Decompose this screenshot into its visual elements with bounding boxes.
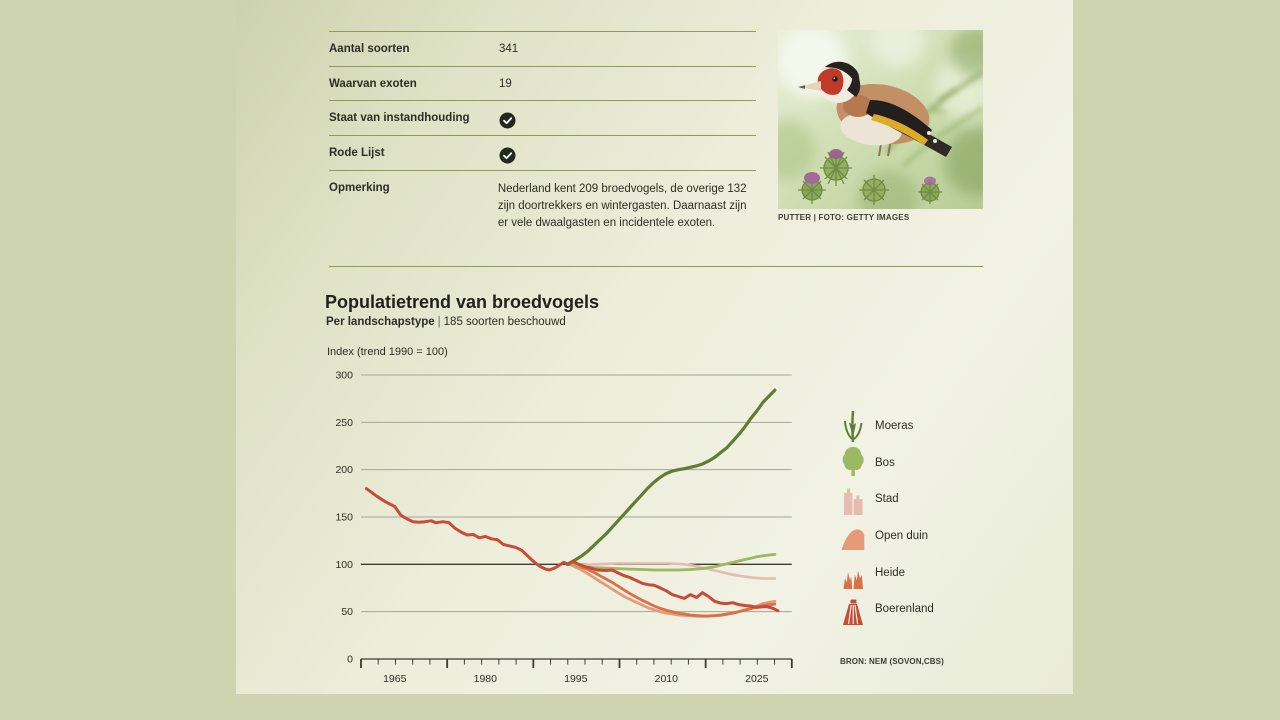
chart-subtitle-bold: Per landschapstype xyxy=(326,316,435,328)
legend-label: Stad xyxy=(875,493,899,506)
chart-title: Populatietrend van broedvogels xyxy=(325,292,600,312)
y-tick-label: 300 xyxy=(335,369,353,382)
source-note: BRON: NEM (SOVON,CBS) xyxy=(840,657,944,666)
row-label: Waarvan exoten xyxy=(329,78,417,90)
heather-icon xyxy=(840,555,866,591)
dune-icon xyxy=(840,518,866,554)
population-trend-line-chart xyxy=(325,366,800,696)
check-icon xyxy=(499,112,516,129)
table-row xyxy=(329,66,756,100)
series-line-moeras xyxy=(567,390,775,564)
legend-item-open-duin xyxy=(840,518,934,555)
row-label: Opmerking xyxy=(329,182,390,194)
tree-icon xyxy=(840,445,866,481)
table-row xyxy=(329,31,756,66)
row-value: 341 xyxy=(499,43,519,55)
section-divider xyxy=(329,266,983,267)
legend-label: Open duin xyxy=(875,530,929,543)
series-line-heide xyxy=(570,564,775,616)
row-value xyxy=(499,136,756,167)
y-axis-title: Index (trend 1990 = 100) xyxy=(327,346,448,358)
legend-item-boerenland xyxy=(840,591,934,628)
species-info-table xyxy=(329,31,756,267)
chart-subtitle xyxy=(326,316,566,328)
chart-legend xyxy=(840,408,934,628)
row-value: Nederland kent 209 broedvogels, de overige 132 zijn doortrekkers en wintergasten. Daarnaast zijn er vele dwaalgasten en incidentele exoten. xyxy=(497,183,747,229)
y-tick-label: 100 xyxy=(335,558,353,571)
legend-item-moeras xyxy=(840,408,934,445)
check-icon xyxy=(499,147,516,164)
legend-label: Moeras xyxy=(875,420,914,433)
x-tick-label: 1965 xyxy=(383,673,407,685)
y-tick-label: 250 xyxy=(335,416,353,429)
subtitle-separator: | xyxy=(437,316,441,328)
series-line-open-duin xyxy=(570,564,775,616)
legend-label: Boerenland xyxy=(875,603,934,616)
field-icon xyxy=(840,591,866,627)
chart-subtitle-rest: 185 soorten beschouwd xyxy=(443,316,566,328)
content-panel xyxy=(236,0,1073,694)
row-label: Aantal soorten xyxy=(329,43,410,55)
table-row xyxy=(329,100,756,135)
photo-caption: PUTTER | FOTO: GETTY IMAGES xyxy=(778,213,910,222)
row-label: Staat van instandhouding xyxy=(329,112,470,124)
legend-item-bos xyxy=(840,445,934,482)
row-value xyxy=(499,101,756,132)
y-tick-label: 150 xyxy=(335,511,353,524)
putter-goldfinch-illustration xyxy=(778,30,983,209)
table-row xyxy=(329,135,756,170)
bird-photo xyxy=(778,30,983,209)
legend-item-stad xyxy=(840,481,934,518)
legend-label: Bos xyxy=(875,456,895,469)
legend-item-heide xyxy=(840,554,934,591)
reed-icon xyxy=(840,408,866,444)
buildings-icon xyxy=(840,481,866,517)
series-line-bos xyxy=(569,554,775,570)
x-tick-label: 2010 xyxy=(654,673,678,685)
x-tick-label: 2025 xyxy=(745,673,769,685)
y-tick-label: 200 xyxy=(335,464,353,477)
y-tick-label: 0 xyxy=(347,653,353,666)
legend-label: Heide xyxy=(875,566,906,579)
x-tick-label: 1980 xyxy=(473,673,497,685)
row-value: 19 xyxy=(499,78,512,90)
x-tick-label: 1995 xyxy=(564,673,588,685)
table-row xyxy=(329,170,756,267)
row-label: Rode Lijst xyxy=(329,147,385,159)
y-tick-label: 50 xyxy=(341,606,353,619)
series-line-boerenland xyxy=(366,489,778,611)
